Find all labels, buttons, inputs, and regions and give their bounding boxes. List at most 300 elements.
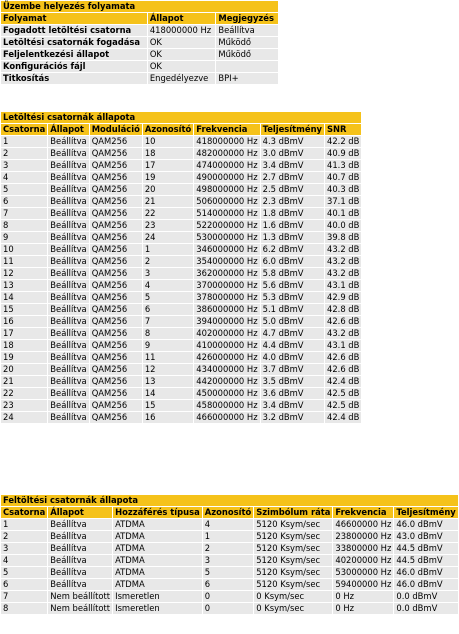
table-cell: 42.4 dB — [327, 376, 360, 386]
table-cell: QAM256 — [90, 196, 142, 207]
table-cell: 5120 Ksym/sec — [254, 531, 332, 542]
table-cell: QAM256 — [90, 184, 142, 195]
table-row — [1, 73, 278, 84]
table-cell: Beállítva — [50, 184, 87, 194]
table-cell: 498000000 Hz — [196, 184, 258, 194]
table-cell: 21 — [1, 376, 47, 387]
table-cell: 1 — [203, 531, 253, 542]
column-header: Azonosító — [144, 124, 192, 134]
table-cell: Beállítva — [50, 256, 87, 266]
table-cell: QAM256 — [90, 172, 142, 183]
table-cell: QAM256 — [90, 304, 142, 315]
table-cell: 42.6 dB — [327, 352, 360, 362]
table-cell: Ismeretlen — [113, 591, 202, 602]
table-cell: Engedélyezve — [148, 73, 216, 84]
table-cell: 6 — [203, 579, 253, 590]
table-cell: 522000000 Hz — [196, 220, 258, 230]
table-cell: Beállítva — [50, 316, 87, 326]
table-cell: 18 — [1, 340, 47, 351]
table-row — [1, 376, 361, 387]
table-cell: 5 — [203, 567, 253, 578]
table-cell: Működő — [216, 37, 278, 48]
table-cell: 10 — [1, 244, 47, 255]
table-cell: 46.0 dBmV — [394, 579, 457, 590]
table-cell: 43.2 dB — [327, 244, 360, 254]
table-cell: 482000000 Hz — [196, 148, 258, 158]
table-row — [1, 61, 278, 72]
table-cell: QAM256 — [90, 148, 142, 159]
table-cell: 4.0 dBmV — [261, 352, 324, 363]
table-cell: 42.8 dB — [327, 304, 360, 314]
table-cell: 0 Ksym/sec — [254, 591, 332, 602]
downstream-table — [0, 111, 362, 424]
table-cell: 0.0 dBmV — [394, 591, 457, 602]
table-cell: 43.2 dB — [327, 256, 360, 266]
table-cell: 5.0 dBmV — [261, 316, 324, 327]
table-cell: Beállítva — [50, 292, 87, 302]
table-row — [1, 292, 361, 303]
startup-body — [1, 25, 278, 84]
table-cell: 370000000 Hz — [196, 280, 258, 290]
table-cell: 2 — [203, 543, 253, 554]
table-row — [1, 232, 361, 243]
table-cell: 53000000 Hz — [335, 567, 392, 577]
table-cell: QAM256 — [90, 232, 142, 243]
table-row — [1, 172, 361, 183]
table-cell: 3.0 dBmV — [261, 148, 324, 159]
table-cell: 40.7 dB — [327, 172, 360, 182]
table-cell: 8 — [143, 328, 193, 339]
table-cell: 5 — [1, 567, 47, 578]
table-cell: 42.2 dB — [327, 136, 360, 146]
table-cell: Nem beállított — [50, 603, 111, 613]
table-row — [1, 148, 361, 159]
upstream-title: Feltöltési csatornák állapota — [1, 495, 458, 506]
table-cell: 1 — [143, 244, 193, 255]
table-cell: 4 — [1, 172, 47, 183]
table-cell: 354000000 Hz — [196, 256, 258, 266]
table-cell: 12 — [1, 268, 47, 279]
table-cell: ATDMA — [113, 555, 202, 566]
table-cell: 13 — [143, 376, 193, 387]
table-cell: 5.3 dBmV — [261, 292, 324, 303]
table-cell: Beállítva — [50, 208, 87, 218]
table-cell: QAM256 — [90, 268, 142, 279]
table-cell: 18 — [143, 148, 193, 159]
table-cell: Beállítva — [50, 268, 87, 278]
column-header: Állapot — [48, 124, 88, 135]
table-cell: 4 — [1, 555, 47, 566]
table-cell: 3.4 dBmV — [261, 160, 324, 171]
table-cell: 3.2 dBmV — [261, 412, 324, 423]
table-cell: 3 — [203, 555, 253, 566]
downstream-section — [0, 111, 362, 424]
table-cell: 1.6 dBmV — [261, 220, 324, 231]
table-cell: 1 — [1, 519, 47, 530]
table-row — [1, 519, 458, 530]
startup-table — [0, 0, 279, 85]
table-cell: 3.7 dBmV — [261, 364, 324, 375]
column-header: Megjegyzés — [216, 13, 278, 24]
column-header: Frekvencia — [333, 507, 393, 518]
table-cell: 43.0 dBmV — [394, 531, 457, 542]
table-cell: 450000000 Hz — [196, 388, 258, 398]
downstream-title: Letöltési csatornák állapota — [1, 112, 361, 123]
table-cell: 7 — [1, 208, 47, 219]
table-cell: 490000000 Hz — [196, 172, 258, 182]
table-cell: 418000000 Hz — [148, 25, 216, 36]
table-cell: 59400000 Hz — [335, 579, 392, 589]
table-cell: Beállítva — [50, 244, 87, 254]
table-cell: QAM256 — [90, 244, 142, 255]
table-cell: 10 — [143, 136, 193, 147]
table-cell: 466000000 Hz — [196, 412, 258, 422]
table-row — [1, 412, 361, 423]
table-cell: 6 — [143, 304, 193, 315]
table-cell — [216, 61, 278, 72]
table-cell: 15 — [1, 304, 47, 315]
table-cell: 6.0 dBmV — [261, 256, 324, 267]
table-cell: 6 — [1, 579, 47, 590]
table-cell: 0 — [203, 603, 253, 614]
column-header: Frekvencia — [194, 124, 259, 135]
table-cell: ATDMA — [113, 567, 202, 578]
table-cell: 46.0 dBmV — [394, 519, 457, 530]
table-cell: Fogadott letöltési csatorna — [1, 25, 147, 36]
table-row — [1, 555, 458, 566]
table-cell: 1.3 dBmV — [261, 232, 324, 243]
table-cell: 4.4 dBmV — [261, 340, 324, 351]
table-cell: 14 — [143, 388, 193, 399]
table-cell: 24 — [1, 412, 47, 423]
startup-header-row — [1, 13, 278, 24]
table-cell: Beállítva — [50, 328, 87, 338]
table-cell: 2.3 dBmV — [261, 196, 324, 207]
table-row — [1, 531, 458, 542]
table-cell: 5.6 dBmV — [261, 280, 324, 291]
table-cell: 11 — [1, 256, 47, 267]
table-cell: 4 — [203, 519, 253, 530]
table-cell: 15 — [143, 400, 193, 411]
table-cell: QAM256 — [90, 364, 142, 375]
table-row — [1, 208, 361, 219]
table-cell: 16 — [143, 412, 193, 423]
table-row — [1, 244, 361, 255]
table-cell: 378000000 Hz — [196, 292, 258, 302]
table-row — [1, 328, 361, 339]
table-cell: 37.1 dB — [327, 196, 360, 206]
table-cell: 0 Hz — [333, 591, 393, 602]
table-cell: 23800000 Hz — [335, 531, 392, 541]
table-cell: QAM256 — [90, 400, 142, 411]
table-cell: 6.2 dBmV — [261, 244, 324, 255]
table-cell: 3.4 dBmV — [261, 400, 324, 411]
table-cell: 506000000 Hz — [196, 196, 258, 206]
startup-title: Üzembe helyezés folyamata — [1, 1, 278, 12]
table-cell: Konfigurációs fájl — [1, 61, 147, 72]
table-row — [1, 220, 361, 231]
table-row — [1, 256, 361, 267]
table-cell: QAM256 — [90, 220, 142, 231]
table-cell: QAM256 — [90, 316, 142, 327]
table-cell: Beállítva — [50, 148, 87, 158]
table-cell: Beállítva — [50, 364, 87, 374]
table-row — [1, 280, 361, 291]
table-cell: Beállítva — [48, 519, 112, 530]
table-cell: OK — [148, 61, 216, 72]
table-cell: 3 — [1, 160, 47, 171]
table-cell: 11 — [143, 352, 193, 363]
table-row — [1, 388, 361, 399]
table-row — [1, 37, 278, 48]
table-cell: 410000000 Hz — [196, 340, 258, 350]
column-header: Azonosító — [204, 507, 252, 517]
table-cell: 2 — [1, 531, 47, 542]
table-cell: 4.7 dBmV — [261, 328, 324, 339]
table-cell: Beállítva — [50, 136, 87, 146]
table-cell: QAM256 — [90, 352, 142, 363]
table-cell: 39.8 dB — [327, 232, 360, 242]
table-cell: QAM256 — [90, 388, 142, 399]
table-row — [1, 352, 361, 363]
table-cell: 13 — [1, 280, 47, 291]
table-cell: 40.1 dB — [327, 208, 360, 218]
table-cell: Beállítva — [50, 400, 87, 410]
table-cell: 434000000 Hz — [196, 364, 258, 374]
table-cell: 530000000 Hz — [196, 232, 258, 242]
table-cell: 40200000 Hz — [335, 555, 392, 565]
table-cell: 22 — [1, 388, 47, 399]
table-cell: 40.9 dB — [327, 148, 360, 158]
table-cell: 16 — [1, 316, 47, 327]
table-cell: 40.0 dB — [327, 220, 360, 230]
table-cell: 44.5 dBmV — [394, 555, 457, 566]
table-cell: 5.8 dBmV — [261, 268, 324, 279]
table-cell: 44.5 dBmV — [394, 543, 457, 554]
table-cell: Beállítva — [50, 160, 87, 170]
table-cell: 17 — [1, 328, 47, 339]
table-cell: ATDMA — [113, 519, 202, 530]
table-cell: Letöltési csatornák fogadása — [1, 37, 147, 48]
table-cell: Beállítva — [48, 531, 112, 542]
table-cell: 2.5 dBmV — [261, 184, 324, 195]
table-cell: 41.3 dB — [327, 160, 360, 170]
table-cell: 46.0 dBmV — [394, 567, 457, 578]
table-cell: Beállítva — [48, 567, 112, 578]
table-cell: 346000000 Hz — [196, 244, 258, 254]
table-cell: QAM256 — [90, 292, 142, 303]
table-cell: 402000000 Hz — [196, 328, 258, 338]
table-cell: Beállítva — [48, 555, 112, 566]
table-cell: QAM256 — [90, 412, 142, 423]
table-cell: QAM256 — [90, 256, 142, 267]
column-header: Csatorna — [3, 124, 46, 134]
table-cell: QAM256 — [90, 136, 142, 147]
column-header: Folyamat — [1, 13, 147, 24]
table-row — [1, 543, 458, 554]
table-row — [1, 25, 278, 36]
upstream-table — [0, 494, 459, 615]
table-cell: QAM256 — [90, 340, 142, 351]
table-cell: 43.1 dB — [327, 280, 360, 290]
table-cell: 5120 Ksym/sec — [254, 543, 332, 554]
table-cell: Beállítva — [48, 579, 112, 590]
table-cell: Beállítva — [216, 25, 278, 36]
table-cell: 1.8 dBmV — [261, 208, 324, 219]
table-row — [1, 196, 361, 207]
table-cell: QAM256 — [90, 376, 142, 387]
table-cell: 9 — [143, 340, 193, 351]
table-cell: Beállítva — [50, 352, 87, 362]
table-cell: 5120 Ksym/sec — [254, 579, 332, 590]
table-row — [1, 304, 361, 315]
table-cell: 442000000 Hz — [196, 376, 258, 386]
table-row — [1, 136, 361, 147]
table-cell: 4 — [143, 280, 193, 291]
table-cell: QAM256 — [90, 160, 142, 171]
table-cell: 6 — [1, 196, 47, 207]
table-cell: 7 — [1, 591, 47, 602]
table-cell: Beállítva — [50, 304, 87, 314]
table-cell: 2 — [1, 148, 47, 159]
table-cell: 40.3 dB — [327, 184, 360, 194]
column-header: Állapot — [48, 507, 112, 518]
table-cell: Feljelentkezési állapot — [1, 49, 147, 60]
table-row — [1, 591, 458, 602]
table-cell: 42.6 dB — [327, 364, 360, 374]
table-cell: 0.0 dBmV — [394, 603, 457, 614]
table-cell: 5120 Ksym/sec — [254, 555, 332, 566]
table-cell: 43.2 dB — [327, 328, 360, 338]
table-cell: 418000000 Hz — [196, 136, 258, 146]
table-cell: 2 — [143, 256, 193, 267]
table-row — [1, 567, 458, 578]
table-cell: 21 — [143, 196, 193, 207]
table-cell: QAM256 — [90, 208, 142, 219]
table-cell: Beállítva — [50, 376, 87, 386]
table-row — [1, 316, 361, 327]
column-header: Teljesítmény — [396, 507, 456, 517]
table-row — [1, 160, 361, 171]
table-cell: 8 — [1, 603, 47, 614]
table-cell: 362000000 Hz — [196, 268, 258, 278]
table-cell: 5120 Ksym/sec — [254, 519, 332, 530]
table-cell: 17 — [143, 160, 193, 171]
table-cell: Ismeretlen — [113, 603, 202, 614]
column-header: Hozzáférés típusa — [115, 507, 200, 517]
startup-section — [0, 0, 279, 85]
table-row — [1, 184, 361, 195]
table-cell: 5 — [143, 292, 193, 303]
table-cell: 458000000 Hz — [196, 400, 258, 410]
table-cell: 426000000 Hz — [196, 352, 258, 362]
downstream-header-row — [1, 124, 361, 135]
table-cell: 4.3 dBmV — [261, 136, 324, 147]
table-cell: 0 Ksym/sec — [254, 603, 332, 614]
table-row — [1, 364, 361, 375]
table-cell: ATDMA — [113, 531, 202, 542]
table-cell: 43.2 dB — [327, 268, 360, 278]
column-header: Teljesítmény — [262, 124, 322, 134]
table-cell: Beállítva — [50, 388, 87, 398]
table-cell: 7 — [143, 316, 193, 327]
table-cell: 5 — [1, 184, 47, 195]
table-cell: 23 — [143, 220, 193, 231]
table-row — [1, 340, 361, 351]
table-cell: Beállítva — [50, 340, 87, 350]
table-cell: 20 — [143, 184, 193, 195]
table-cell: 42.5 dB — [327, 400, 360, 410]
table-cell: Beállítva — [50, 412, 87, 422]
table-cell: 23 — [1, 400, 47, 411]
table-cell: 14 — [1, 292, 47, 303]
table-row — [1, 268, 361, 279]
table-row — [1, 579, 458, 590]
table-cell: Beállítva — [50, 220, 87, 230]
column-header: Csatorna — [3, 507, 46, 517]
upstream-body — [1, 519, 458, 614]
table-cell: 3 — [143, 268, 193, 279]
table-cell: OK — [148, 49, 216, 60]
table-cell: Működő — [216, 49, 278, 60]
table-cell: BPI+ — [216, 73, 278, 84]
table-cell: Beállítva — [50, 280, 87, 290]
table-cell: 394000000 Hz — [196, 316, 258, 326]
table-cell: 3.6 dBmV — [261, 388, 324, 399]
table-cell: QAM256 — [90, 280, 142, 291]
table-cell: ATDMA — [113, 543, 202, 554]
column-header: SNR — [325, 124, 361, 135]
table-cell: Nem beállított — [50, 591, 111, 601]
table-cell: 19 — [1, 352, 47, 363]
table-cell: 22 — [143, 208, 193, 219]
table-cell: Beállítva — [50, 172, 87, 182]
table-cell: 0 — [203, 591, 253, 602]
downstream-body — [1, 136, 361, 423]
column-header: Moduláció — [91, 124, 140, 134]
table-cell: ATDMA — [113, 579, 202, 590]
table-cell: 12 — [143, 364, 193, 375]
table-cell: 1 — [1, 136, 47, 147]
table-cell: 474000000 Hz — [196, 160, 258, 170]
table-cell: 20 — [1, 364, 47, 375]
table-cell: 42.9 dB — [327, 292, 360, 302]
table-cell: 514000000 Hz — [196, 208, 258, 218]
column-header: Állapot — [148, 13, 216, 24]
table-row — [1, 49, 278, 60]
table-cell: 33800000 Hz — [335, 543, 392, 553]
upstream-header-row — [1, 507, 458, 518]
table-cell: 46600000 Hz — [335, 519, 392, 529]
table-cell: 5.1 dBmV — [261, 304, 324, 315]
table-cell: Beállítva — [50, 196, 87, 206]
table-cell: 19 — [143, 172, 193, 183]
table-cell: Beállítva — [50, 232, 87, 242]
table-cell: Beállítva — [48, 543, 112, 554]
table-cell: 0 Hz — [333, 603, 393, 614]
table-cell: 8 — [1, 220, 47, 231]
table-cell: 5120 Ksym/sec — [254, 567, 332, 578]
table-cell: 3 — [1, 543, 47, 554]
table-cell: 2.7 dBmV — [261, 172, 324, 183]
table-cell: 3.5 dBmV — [261, 376, 324, 387]
table-cell: 24 — [143, 232, 193, 243]
table-cell: 42.5 dB — [327, 388, 360, 398]
table-cell: 42.4 dB — [327, 412, 360, 422]
table-cell: OK — [148, 37, 216, 48]
table-cell: 386000000 Hz — [196, 304, 258, 314]
column-header: Szimbólum ráta — [256, 507, 331, 517]
